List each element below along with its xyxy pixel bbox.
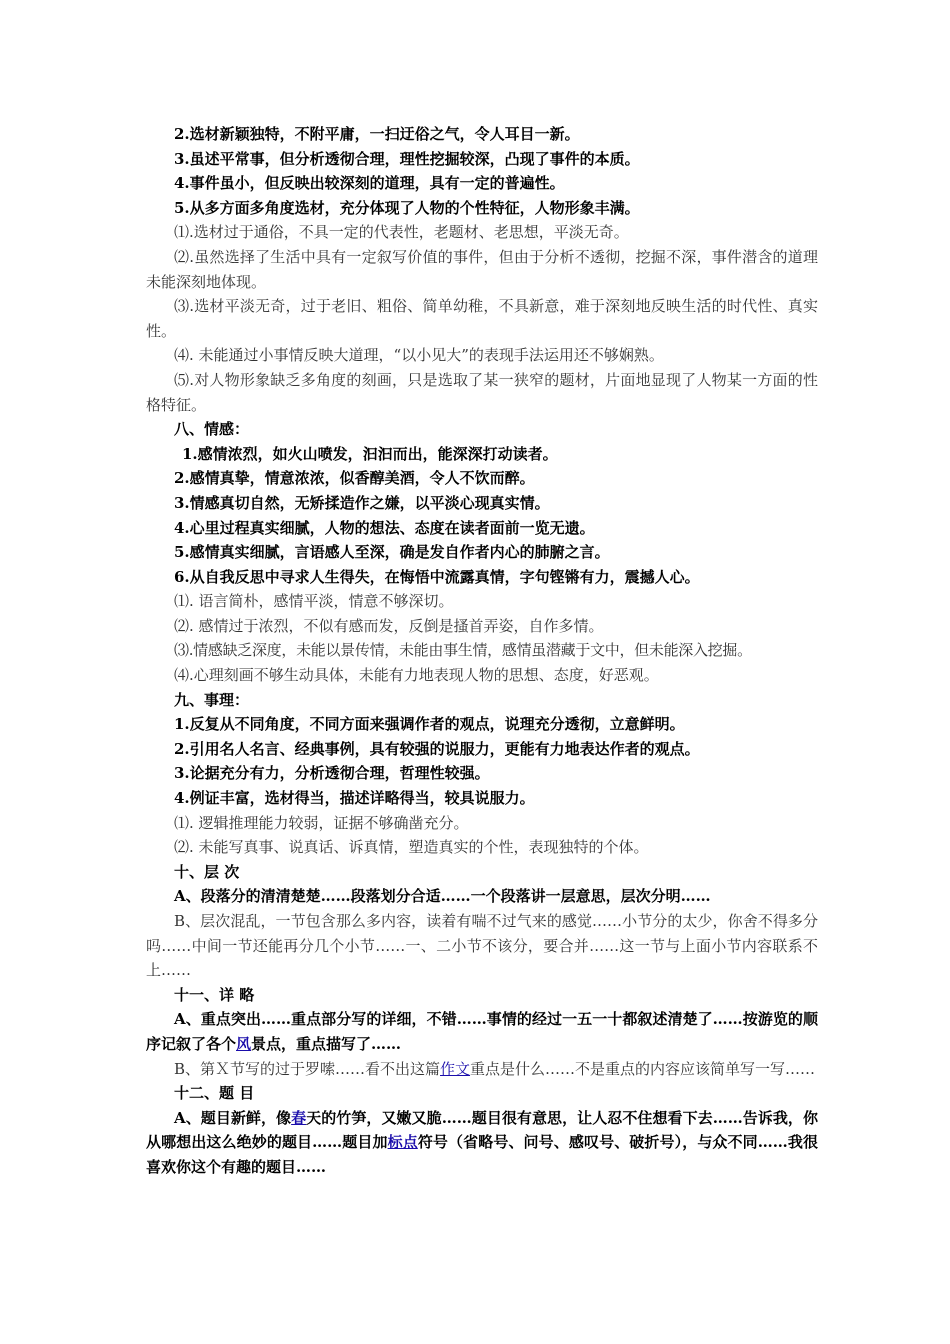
section-heading-emotion: 八、情感： [174,420,250,439]
emotion-positive-6: 6.从自我反思中寻求人生得失，在悔悟中流露真情，字句铿锵有力，震撼人心。 [174,567,700,586]
link-chun[interactable]: 春 [291,1108,307,1127]
selection-positive-5: 5.从多方面多角度选材，充分体现了人物的个性特征，人物形象丰满。 [174,198,640,217]
emotion-positive-1: 1.感情浓烈，如火山喷发，汩汩而出，能深深打动读者。 [182,444,558,463]
document-page [146,122,818,1180]
selection-positive-2: 2.选材新颖独特，不附平庸，一扫迂俗之气，令人耳目一新。 [174,125,580,143]
reasoning-negative-1: ⑴. 逻辑推理能力较弱，证据不够确凿充分。 [174,813,469,832]
reasoning-positive-3: 3.论据充分有力，分析透彻合理，哲理性较强。 [174,764,490,783]
reasoning-positive-4: 4.例证丰富，选材得当，描述详略得当，较具说服力。 [174,789,535,808]
link-biaodian[interactable]: 标点 [387,1133,418,1152]
section-heading-title: 十二、题 目 [174,1084,255,1103]
selection-negative-1: ⑴.选材过于通俗，不具一定的代表性，老题材、老思想，平淡无奇。 [174,223,629,242]
selection-negative-5: ⑸.对人物形象缺乏多角度的刻画，只是选取了某一狭窄的题材，片面地显现了人物某一方面的性格特征。 [146,370,818,414]
structure-negative: B、层次混乱，一节包含那么多内容，读着有喘不过气来的感觉……小节分的太少，你舍不得多分吗……中间一节还能再分几个小节……一、二小节不该分，要合并……这一节与上面小节内容联系不上…… [146,912,818,980]
reasoning-positive-2: 2.引用名人名言、经典事例，具有较强的说服力，更能有力地表达作者的观点。 [174,739,700,758]
emotion-negative-4: ⑷.心理刻画不够生动具体，未能有力地表现人物的思想、态度，好恶观。 [174,666,659,685]
section-heading-structure: 十、层 次 [174,862,240,881]
selection-negative-2: ⑵.虽然选择了生活中具有一定叙写价值的事件，但由于分析不透彻，挖掘不深，事件潜含的道理未能深刻地体现。 [146,247,818,291]
emotion-positive-3: 3.情感真切自然，无矫揉造作之嫌，以平淡心现真实情。 [174,493,550,512]
detail-positive: A、重点突出……重点部分写的详细，不错……事情的经过一五一十都叙述清楚了……按游览的顺序记叙了各个风景点，重点描写了…… [146,1010,818,1053]
detail-negative: B、第Ｘ节写的过于罗嗦……看不出这篇作文重点是什么……不是重点的内容应该简单写一写…… [174,1059,816,1078]
reasoning-positive-1: 1.反复从不同角度，不同方面来强调作者的观点，说理充分透彻，立意鲜明。 [174,715,685,734]
selection-negative-3: ⑶.选材平淡无奇，过于老旧、粗俗、简单幼稚，不具新意，难于深刻地反映生活的时代性、真实性。 [146,297,818,340]
title-positive: A、题目新鲜，像春天的竹笋，又嫩又脆……题目很有意思，让人忍不住想看下去……告诉我，你从哪想出这么绝妙的题目……题目加标点符号（省略号、问号、感叹号、破折号），与众不同……我很喜欢你这个有趣的题目…… [146,1108,818,1176]
emotion-positive-2: 2.感情真挚，情意浓浓，似香醇美酒，令人不饮而醉。 [174,469,535,488]
emotion-positive-4: 4.心里过程真实细腻，人物的想法、态度在读者面前一览无遗。 [174,518,595,537]
emotion-positive-5: 5.感情真实细腻，言语感人至深，确是发自作者内心的肺腑之言。 [174,543,610,562]
structure-positive: A、段落分的清清楚楚……段落划分合适……一个段落讲一层意思，层次分明…… [174,887,711,906]
section-heading-reasoning: 九、事理： [174,690,250,709]
selection-positive-4: 4.事件虽小，但反映出较深刻的道理，具有一定的普遍性。 [174,174,565,193]
selection-positive-3: 3.虽述平常事，但分析透彻合理，理性挖掘较深，凸现了事件的本质。 [174,149,640,168]
link-feng[interactable]: 风 [236,1034,252,1053]
reasoning-negative-2: ⑵. 未能写真事、说真话、诉真情，塑造真实的个性，表现独特的个体。 [174,838,649,857]
emotion-negative-2: ⑵. 感情过于浓烈，不似有感而发，反倒是搔首弄姿，自作多情。 [174,616,604,635]
section-heading-detail: 十一、详 略 [174,985,255,1004]
emotion-negative-1: ⑴. 语言简朴，感情平淡，情意不够深切。 [174,592,454,611]
link-zuowen[interactable]: 作文 [440,1059,471,1078]
emotion-negative-3: ⑶.情感缺乏深度，未能以景传情，未能由事生情，感情虽潜藏于文中，但未能深入挖掘。 [174,641,752,660]
selection-negative-4: ⑷. 未能通过小事情反映大道理，“以小见大”的表现手法运用还不够娴熟。 [174,346,664,365]
